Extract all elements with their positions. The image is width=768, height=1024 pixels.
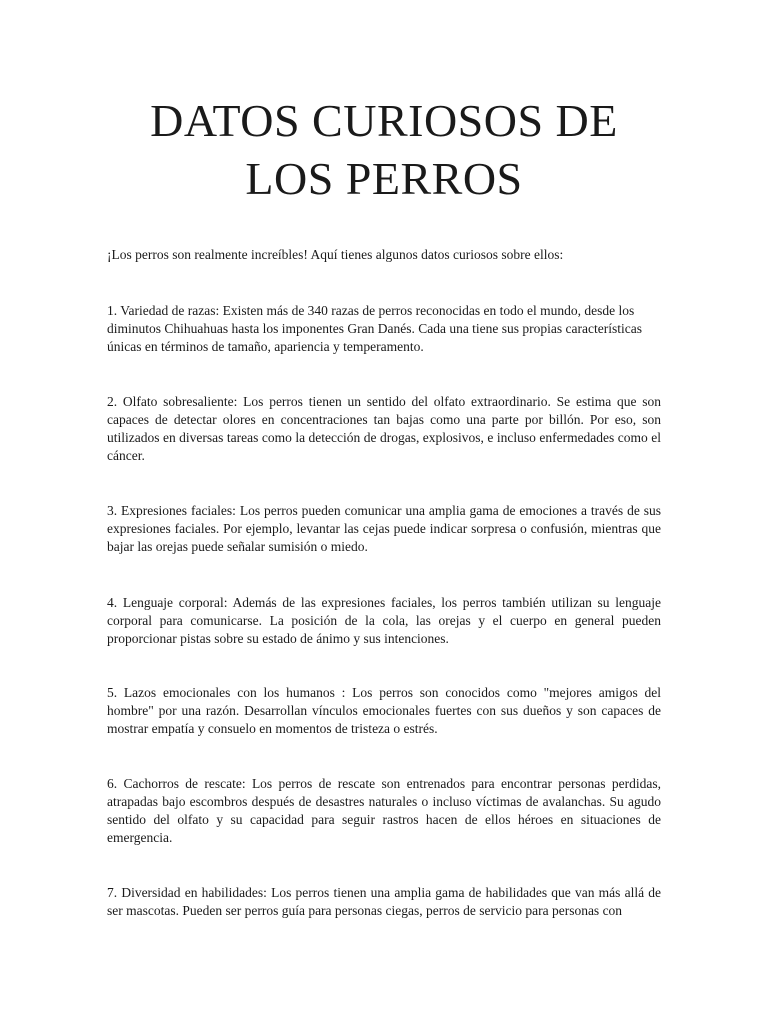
fact-paragraph-3: 3. Expresiones faciales: Los perros pueden comunicar una amplia gama de emociones a través de sus expresiones faciales. Por ejemplo, levantar las cejas puede indicar sorpresa o confusión, mientras que bajar las orejas puede señalar sumisión o miedo. (107, 503, 661, 554)
intro-paragraph: ¡Los perros son realmente increíbles! Aquí tienes algunos datos curiosos sobre ellos: (107, 247, 564, 262)
fact-paragraph-1: 1. Variedad de razas: Existen más de 340 razas de perros reconocidas en todo el mundo, desde los diminutos Chihuahuas hasta los imponentes Gran Danés. Cada una tiene sus propias características únicas en términos de tamaño, apariencia y temperamento. (107, 303, 642, 354)
fact-paragraph-4: 4. Lenguaje corporal: Además de las expresiones faciales, los perros también utilizan su lenguaje corporal para comunicarse. La posición de la cola, las orejas y el cuerpo en general pueden proporcionar pistas sobre su estado de ánimo y sus intenciones. (107, 595, 661, 646)
fact-paragraph-6: 6. Cachorros de rescate: Los perros de rescate son entrenados para encontrar personas perdidas, atrapadas bajo escombros después de desastres naturales o incluso víctimas de avalanchas. Su agudo sentido del olfato y su capacidad para seguir rastros hacen de ellos héroes en situaciones de emergencia. (107, 776, 661, 845)
page-title: DATOS CURIOSOS DE LOS PERROS (150, 95, 618, 204)
fact-paragraph-5: 5. Lazos emocionales con los humanos : Los perros son conocidos como "mejores amigos del hombre" por una razón. Desarrollan vínculos emocionales fuertes con sus dueños y son capaces de mostrar empatía y consuelo en momentos de tristeza o estrés. (107, 685, 661, 736)
fact-paragraph-2: 2. Olfato sobresaliente: Los perros tienen un sentido del olfato extraordinario. Se estima que son capaces de detectar olores en concentraciones tan bajas como una parte por billón. Por eso, son utilizados en diversas tareas como la detección de drogas, explosivos, e incluso enfermedades como el cáncer. (107, 394, 661, 463)
fact-paragraph-7: 7. Diversidad en habilidades: Los perros tienen una amplia gama de habilidades que van más allá de ser mascotas. Pueden ser perros guía para personas ciegas, perros de servicio para personas con (107, 885, 661, 918)
